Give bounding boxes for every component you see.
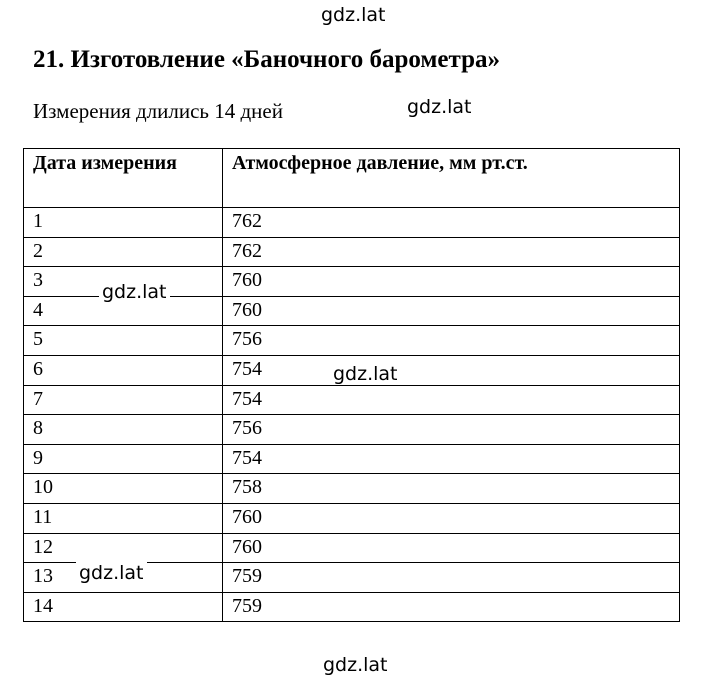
cell-pressure: 754 xyxy=(223,385,680,415)
table-row xyxy=(24,326,680,356)
cell-pressure: 759 xyxy=(223,592,680,622)
table-row xyxy=(24,237,680,267)
watermark-text: gdz.lat xyxy=(76,562,147,584)
cell-day: 12 xyxy=(24,533,223,563)
cell-pressure: 758 xyxy=(223,474,680,504)
watermark-text: gdz.lat xyxy=(318,4,389,26)
cell-pressure: 756 xyxy=(223,415,680,445)
cell-day: 7 xyxy=(24,385,223,415)
watermark-text: gdz.lat xyxy=(320,654,391,676)
cell-day: 2 xyxy=(24,237,223,267)
cell-day: 9 xyxy=(24,444,223,474)
cell-pressure: 754 xyxy=(223,444,680,474)
cell-pressure: 760 xyxy=(223,267,680,297)
cell-pressure: 756 xyxy=(223,326,680,356)
cell-pressure: 754 xyxy=(223,355,680,385)
cell-day: 5 xyxy=(24,326,223,356)
cell-pressure: 759 xyxy=(223,563,680,593)
table-row xyxy=(24,533,680,563)
watermark-text: gdz.lat xyxy=(99,281,170,303)
table-row xyxy=(24,208,680,238)
page-title: 21. Изготовление «Баночного барометра» xyxy=(33,46,500,73)
header-date: Дата измерения xyxy=(24,149,223,208)
cell-day: 11 xyxy=(24,503,223,533)
cell-day: 4 xyxy=(24,296,223,326)
table-row xyxy=(24,444,680,474)
table-row xyxy=(24,592,680,622)
cell-day: 14 xyxy=(24,592,223,622)
cell-day: 3 xyxy=(24,267,223,297)
cell-day: 1 xyxy=(24,208,223,238)
pressure-table xyxy=(23,148,680,622)
header-pressure: Атмосферное давление, мм рт.ст. xyxy=(223,149,680,208)
watermark-text: gdz.lat xyxy=(404,96,475,118)
table-row xyxy=(24,385,680,415)
table-row xyxy=(24,503,680,533)
cell-pressure: 762 xyxy=(223,208,680,238)
cell-pressure: 760 xyxy=(223,533,680,563)
watermark-text: gdz.lat xyxy=(330,363,401,385)
cell-pressure: 762 xyxy=(223,237,680,267)
cell-day: 8 xyxy=(24,415,223,445)
table-header-row xyxy=(24,149,680,208)
cell-pressure: 760 xyxy=(223,296,680,326)
cell-day: 13 xyxy=(24,563,223,593)
table-row xyxy=(24,474,680,504)
cell-day: 6 xyxy=(24,355,223,385)
cell-day: 10 xyxy=(24,474,223,504)
cell-pressure: 760 xyxy=(223,503,680,533)
table-row xyxy=(24,415,680,445)
measurement-duration-text: Измерения длились 14 дней xyxy=(33,99,283,123)
